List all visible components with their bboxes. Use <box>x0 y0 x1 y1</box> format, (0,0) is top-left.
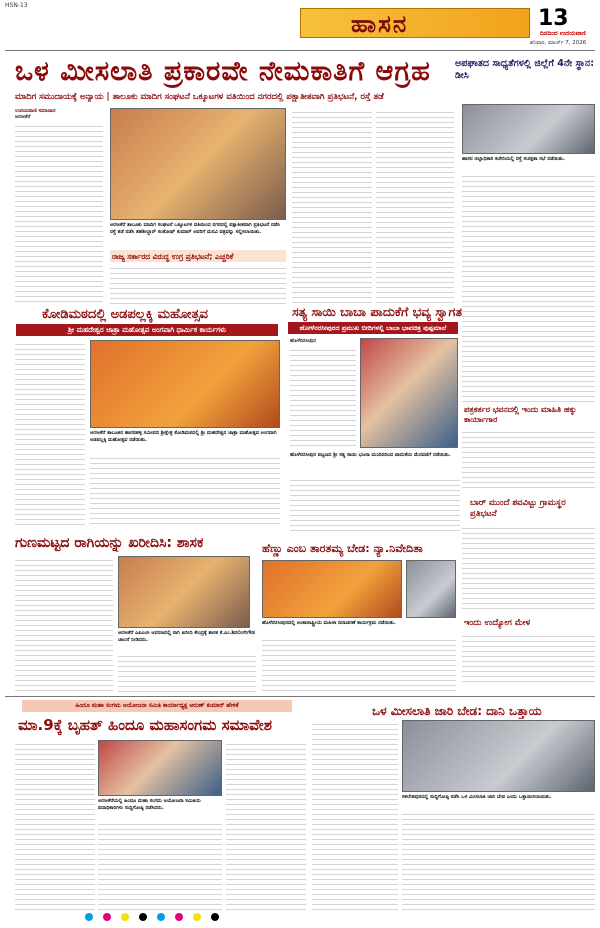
story7-photo-caption: ಸಕಲೇಶಪುರದಲ್ಲಿ ಸುದ್ದಿಗೋಷ್ಠಿ ನಡೆಸಿ ಒಳ ಮೀಸಲಾತಿ ಜಾರಿ ಬೇಡ ಎಂದು ಒತ್ತಾಯಿಸಲಾಯಿತು. <box>402 794 552 800</box>
right-column-text <box>462 172 595 402</box>
header-rule <box>5 50 595 51</box>
lead-headline: ಒಳ ಮೀಸಲಾತಿ ಪ್ರಕಾರವೇ ನೇಮಕಾತಿಗೆ ಆಗ್ರಹ <box>15 56 431 87</box>
story5-headline: ಹೆಣ್ಣು ಎಂಬ ತಾರತಮ್ಯ ಬೇಡ: ನ್ಯಾ.ನಿವೇದಿತಾ <box>262 542 423 555</box>
page-number: 13 <box>538 6 569 31</box>
lead-column-4 <box>376 108 454 304</box>
story5-photo <box>262 560 402 618</box>
issue-date: ಶನಿವಾರ, ಮಾರ್ಚ್ 7, 2026 <box>530 40 587 46</box>
page-code: HSN-13 <box>5 2 28 9</box>
right-item3-text <box>462 632 595 682</box>
story2-text-1 <box>15 340 85 528</box>
right-item2-title: ಬಾರ್ ಮುಂದೆ ಶವವಿಟ್ಟು ಗ್ರಾಮಸ್ಥರ ಪ್ರತಿಭಟನೆ <box>470 498 566 519</box>
story6-text-3 <box>226 740 306 910</box>
story3-text-1: ಹೊಳೆನರಸೀಪುರ <box>290 338 356 448</box>
print-registration-marks <box>85 913 505 921</box>
lead-photo-caption: ಅರಸೀಕೆರೆ ತಾಲೂಕು ಮಾದಿಗ ಸಂಘಟನೆ ಒಕ್ಕೂಟಗಳ ವತಿಯಿಂದ ನಗರದಲ್ಲಿ ಪಕ್ಷಾತೀತವಾಗಿ ಪ್ರತಿಭಟನೆ ನಡೆಸಿ ರಸ್ತೆ ತಡೆ ನಡೆಸಿ ತಹಶೀಲ್ದಾರ್ ಸಂತೋಷ್ ಕುಮಾರ್ ಅವರಿಗೆ ಮನವಿ ಪತ್ರವನ್ನು ಸಲ್ಲಿಸಲಾಯಿತು. <box>110 222 280 235</box>
story3-text-2 <box>290 476 460 532</box>
story2-text-2 <box>90 454 280 528</box>
story7-headline: ಒಳ ಮೀಸಲಾತಿ ಜಾರಿ ಬೇಡ: ದಾನಿ ಒತ್ತಾಯ <box>372 704 542 718</box>
story3-photo-caption: ಹೊಳೆನರಸೀಪುರ ಪಟ್ಟಣದ ಶ್ರೀ ಸತ್ಯ ಸಾಯಿ ಭಜನಾ ಮಂದಿರದಿಂದ ಪಾದುಕೆಯ ಮೆರವಣಿಗೆ ನಡೆಯಿತು. <box>290 452 451 458</box>
masthead <box>300 8 530 38</box>
story7-text-1 <box>312 720 398 910</box>
section-rule <box>5 696 595 697</box>
story4-photo-caption: ಅರಸೀಕೆರೆ ಎಪಿಎಂಸಿ ಆವರಣದಲ್ಲಿ ರಾಗಿ ಖರೀದಿ ಕೇಂದ್ರಕ್ಕೆ ಶಾಸಕ ಕೆ.ಎಂ.ಶಿವಲಿಂಗೇಗೌಡ ಚಾಲನೆ ನೀಡಿದರು. <box>118 630 255 643</box>
right-item3-title: ಇಂದು ಉದ್ಯೋಗ ಮೇಳ <box>464 618 531 628</box>
story2-headline: ಕೋಡಿಮಠದಲ್ಲಿ ಅಡಪಲ್ಲಕ್ಕಿ ಮಹೋತ್ಸವ <box>42 307 209 322</box>
story2-subhead: ಶ್ರೀ ಮಹದೇಶ್ವರ ಜಾತ್ರಾ ಮಹೋತ್ಸವ ಅಂಗವಾಗಿ ಧಾರ್ಮಿಕ ಕಾರ್ಯಗಳು <box>16 324 278 336</box>
story5-photo-caption: ಹೊಳೆನರಸೀಪುರದಲ್ಲಿ ಅಂತಾರಾಷ್ಟ್ರೀಯ ಮಹಿಳಾ ದಿನಾಚರಣೆ ಕಾರ್ಯಕ್ರಮ ನಡೆಯಿತು. <box>262 620 396 626</box>
story6-text-1 <box>15 740 95 910</box>
right-item1-text <box>462 428 595 492</box>
story3-subhead: ಹೋಳೆನರಸೀಪುರದ ಪ್ರಮುಖ ಬೀದಿಗಳಲ್ಲಿ ಬಾಬಾ ಭಾವಚಿತ್ರ ಪುಷ್ಪಮಾಲೆ <box>288 322 458 334</box>
right-photo <box>462 104 595 154</box>
story2-photo <box>90 340 280 428</box>
story4-text-2 <box>118 652 256 692</box>
lead-column-3 <box>292 108 372 304</box>
lead-box-text <box>110 264 286 304</box>
lead-subhead: ಮಾದಿಗ ಸಮುದಾಯಕ್ಕೆ ಅನ್ಯಾಯ | ತಾಲೂಕು ಮಾದಿಗ ಸಂಘಟನೆ ಒಕ್ಕೂಟಗಳ ವತಿಯಿಂದ ನಗರದಲ್ಲಿ ಪಕ್ಷಾತೀತವಾಗಿ ಪ್ರತಿಭಟನೆ, ರಸ್ತೆ ತಡೆ <box>15 92 384 102</box>
story3-photo <box>360 338 458 448</box>
story4-text-1 <box>15 556 113 692</box>
lead-column-1: ಉದಯವಾಣಿ ಸಮಾಚಾರ ಅರಸೀಕೆರೆ <box>15 108 103 304</box>
story7-text-2 <box>402 810 595 910</box>
right-photo-caption: ಹಾಸನ ಜಿಲ್ಲಾಧಿಕಾರಿ ಕಚೇರಿಯಲ್ಲಿ ರಸ್ತೆ ಸುರಕ್ಷತಾ ಸಭೆ ನಡೆಯಿತು. <box>462 156 565 162</box>
side-headline: ಅಪಘಾತದ ಸಾಧ್ಯತೆಗಳಲ್ಲಿ ಜಿಲ್ಲೆಗೆ 4ನೇ ಸ್ಥಾನ: ಡೀಸಿ <box>455 58 594 81</box>
story6-headline: ಮಾ.9ಕ್ಕೆ ಬೃಹತ್ ಹಿಂದೂ ಮಹಾಸಂಗಮ ಸಮಾವೇಶ <box>18 716 272 734</box>
story6-kicker: ಹಿಂದೂ ಮಹಾ ಸಂಗಮ ಆಯೋಜನಾ ಸಮಿತಿ ಕಾರ್ಯಾಧ್ಯಕ್ಷ ಅರುಣ್ ಕುಮಾರ್ ಹೇಳಿಕೆ <box>22 700 292 712</box>
story2-photo-caption: ಅರಸೀಕೆರೆ ತಾಲೂಕಿನ ಹಾರನಹಳ್ಳಿ ಸಮೀಪದ ಶ್ರೀಕ್ಷೇತ್ರ ಕೋಡಿಮಠದಲ್ಲಿ ಶ್ರೀ ಮಹದೇಶ್ವರ ಜಾತ್ರಾ ಮಹೋತ್ಸವ ಅಂಗವಾಗಿ ಅಡಪಲ್ಲಕ್ಕಿ ಮಹೋತ್ಸವ ನಡೆಯಿತು. <box>90 430 277 443</box>
story7-photo <box>402 720 595 792</box>
story4-headline: ಗುಣಮಟ್ಟದ ರಾಗಿಯನ್ನು ಖರೀದಿಸಿ: ಶಾಸಕ <box>15 535 204 551</box>
story3-headline: ಸತ್ಯ ಸಾಯಿ ಬಾಬಾ ಪಾದುಕೆಗೆ ಭವ್ಯ ಸ್ವಾಗತ <box>292 304 462 319</box>
newspaper-name: ದಿನದಿಂದ ಉದಯವಾಣಿ <box>540 30 586 37</box>
story6-text-2 <box>98 820 222 910</box>
story4-photo <box>118 556 250 628</box>
story6-photo-caption: ಅರಸೀಕೆರೆಯಲ್ಲಿ ಹಿಂದೂ ಮಹಾ ಸಂಗಮ ಆಯೋಜನಾ ಸಮಿತಿಯ ಪದಾಧಿಕಾರಿಗಳು ಸುದ್ದಿಗೋಷ್ಠಿ ನಡೆಸಿದರು. <box>98 798 201 811</box>
lead-photo <box>110 108 286 220</box>
story6-photo <box>98 740 222 796</box>
story5-text <box>262 636 456 692</box>
story5-portrait <box>406 560 456 618</box>
right-item2-text <box>462 524 595 612</box>
section-title: ಹಾಸನ <box>351 10 409 38</box>
lead-box: ರಾಜ್ಯ ಸರ್ಕಾರದ ವಿರುದ್ಧ ಉಗ್ರ ಪ್ರತಿಭಟನೆ; ಎಚ್ಚರಿಕೆ <box>110 250 286 262</box>
right-item1-title: ಪತ್ರಕರ್ತರ ಭವನದಲ್ಲಿ ಇಂದು ಮಾಹಿತಿ ಹಕ್ಕು ಕಾರ್ಯಾಗಾರ <box>464 405 577 424</box>
